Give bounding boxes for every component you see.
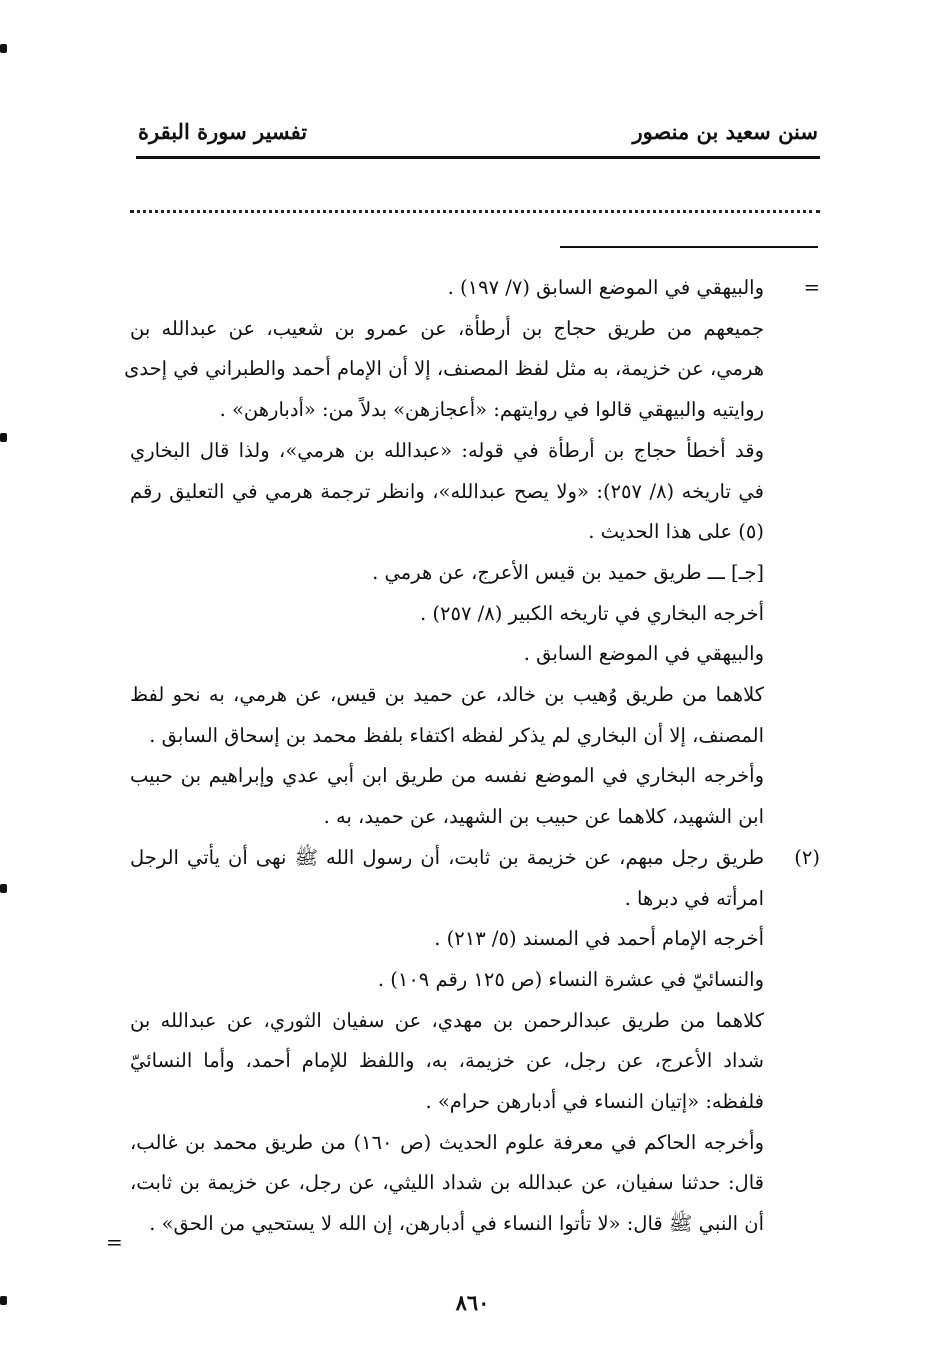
footnote-marker — [764, 390, 820, 431]
scan-mark-top — [0, 44, 7, 53]
book-title: سنن سعيد بن منصور — [632, 118, 818, 144]
footnote-line — [130, 1082, 820, 1123]
footnote-marker — [764, 1123, 820, 1164]
footnote-line — [130, 756, 820, 797]
footnote-marker — [764, 756, 820, 797]
footnote-line — [130, 919, 820, 960]
footnote-marker — [764, 553, 820, 594]
page-number: ٨٦٠ — [455, 1290, 490, 1315]
footnote-marker — [764, 675, 820, 716]
footnote-line — [130, 838, 820, 879]
footnote-text: والنسائيّ في عشرة النساء (ص ١٢٥ رقم ١٠٩) . — [377, 967, 764, 991]
footnote-text: أن النبي ﷺ قال: «لا تأتوا النساء في أدبارهن، إن الله لا يستحيي من الحق» . — [149, 1212, 764, 1236]
header-rule — [136, 156, 820, 159]
footnote-text: أخرجه الإمام أحمد في المسند (٥/ ٢١٣) . — [434, 927, 764, 951]
footnote-line — [130, 431, 820, 472]
footnote-text: وأخرجه الحاكم في معرفة علوم الحديث (ص ١٦٠) من طريق محمد بن غالب، — [130, 1130, 764, 1154]
footnote-text: وقد أخطأ حجاج بن أرطأة في قوله: «عبدالله بن هرمي»، ولذا قال البخاري — [130, 438, 764, 462]
footnote-line — [130, 716, 820, 757]
footnote-marker — [764, 349, 820, 390]
dotted-separator — [130, 210, 820, 213]
footnote-marker — [764, 1082, 820, 1123]
footnote-line — [130, 1204, 820, 1245]
scan-mark-middle — [0, 433, 7, 442]
footnote-line — [130, 553, 820, 594]
footnote-text: جميعهم من طريق حجاج بن أرطأة، عن عمرو بن شعيب، عن عبدالله بن — [130, 316, 764, 340]
footnote-marker — [764, 634, 820, 675]
footnote-marker — [764, 1204, 820, 1245]
scan-mark-lower — [0, 884, 7, 893]
footnote-marker — [764, 472, 820, 513]
footnote-marker: = — [803, 276, 820, 299]
footnote-marker — [764, 594, 820, 635]
footnote-line — [130, 472, 820, 513]
footnote-marker — [764, 512, 820, 553]
continuation-mark: = — [106, 1230, 123, 1254]
footnotes-body — [124, 268, 820, 1245]
footnote-line — [130, 675, 820, 716]
footnote-marker — [764, 960, 820, 1001]
footnote-marker — [764, 716, 820, 757]
footnote-text: كلاهما من طريق وُهيب بن خالد، عن حميد بن قيس، عن هرمي، به نحو لفظ — [130, 683, 764, 707]
footnote-line — [130, 1001, 820, 1042]
footnote-line — [130, 512, 820, 553]
footnote-line — [130, 268, 820, 309]
footnote-marker — [764, 309, 820, 350]
footnote-line — [124, 349, 820, 390]
footnote-marker — [764, 1001, 820, 1042]
section-title: تفسير سورة البقرة — [138, 118, 308, 144]
footnote-text: امرأته في دبرها . — [624, 886, 764, 910]
footnote-text: في تاريخه (٨/ ٢٥٧): «ولا يصح عبدالله»، وانظر ترجمة هرمي في التعليق رقم — [130, 479, 764, 503]
footnote-line — [130, 594, 820, 635]
footnote-marker — [764, 797, 820, 838]
footnote-marker — [764, 919, 820, 960]
running-header — [138, 114, 818, 148]
footnote-text: وأخرجه البخاري في الموضع نفسه من طريق ابن أبي عدي وإبراهيم بن حبيب — [130, 764, 764, 788]
footnote-text: شداد الأعرج، عن رجل، عن خزيمة، به، واللفظ للإمام أحمد، وأما النسائيّ — [130, 1049, 764, 1073]
footnote-text: [جـ] ـــ طريق حميد بن قيس الأعرج، عن هرمي . — [372, 560, 764, 584]
footnote-text: فلفظه: «إتيان النساء في أدبارهن حرام» . — [425, 1090, 764, 1114]
footnote-text: (٥) على هذا الحديث . — [588, 520, 764, 544]
footnote-line — [130, 797, 820, 838]
footnote-line — [130, 1123, 820, 1164]
footnote-text: المصنف، إلا أن البخاري لم يذكر لفظه اكتفاء بلفظ محمد بن إسحاق السابق . — [149, 723, 764, 747]
footnote-marker — [764, 879, 820, 920]
footnote-line — [130, 1163, 820, 1204]
footnote-line — [130, 390, 820, 431]
footnote-text: قال: حدثنا سفيان، عن عبدالله بن شداد الليثي، عن رجل، عن خزيمة بن ثابت، — [130, 1171, 764, 1195]
footnote-text: هرمي، عن خزيمة، به مثل لفظ المصنف، إلا أن الإمام أحمد والطبراني في إحدى — [124, 357, 764, 381]
footnote-text: والبيهقي في الموضع السابق . — [523, 642, 764, 666]
footnote-text: روايتيه والبيهقي قالوا في روايتهم: «أعجازهن» بدلاً من: «أدبارهن» . — [219, 398, 764, 422]
footnote-text: كلاهما من طريق عبدالرحمن بن مهدي، عن سفيان الثوري، عن عبدالله بن — [130, 1008, 764, 1032]
footnote-marker — [764, 1163, 820, 1204]
footnote-text: طريق رجل مبهم، عن خزيمة بن ثابت، أن رسول الله ﷺ نهى أن يأتي الرجل — [130, 845, 764, 869]
footnote-line — [130, 634, 820, 675]
footnote-text: والبيهقي في الموضع السابق (٧/ ١٩٧) . — [447, 276, 764, 299]
footnote-line — [130, 309, 820, 350]
footnote-marker — [764, 1041, 820, 1082]
footnote-line — [130, 1041, 820, 1082]
footnote-line — [130, 960, 820, 1001]
footnote-text: ابن الشهيد، كلاهما عن حبيب بن الشهيد، عن حميد، به . — [323, 805, 764, 829]
footnote-rule — [560, 246, 818, 248]
footnote-marker: (٢) — [794, 845, 820, 869]
footnote-marker — [764, 431, 820, 472]
footnote-line — [130, 879, 820, 920]
footnote-text: أخرجه البخاري في تاريخه الكبير (٨/ ٢٥٧) . — [420, 601, 764, 625]
